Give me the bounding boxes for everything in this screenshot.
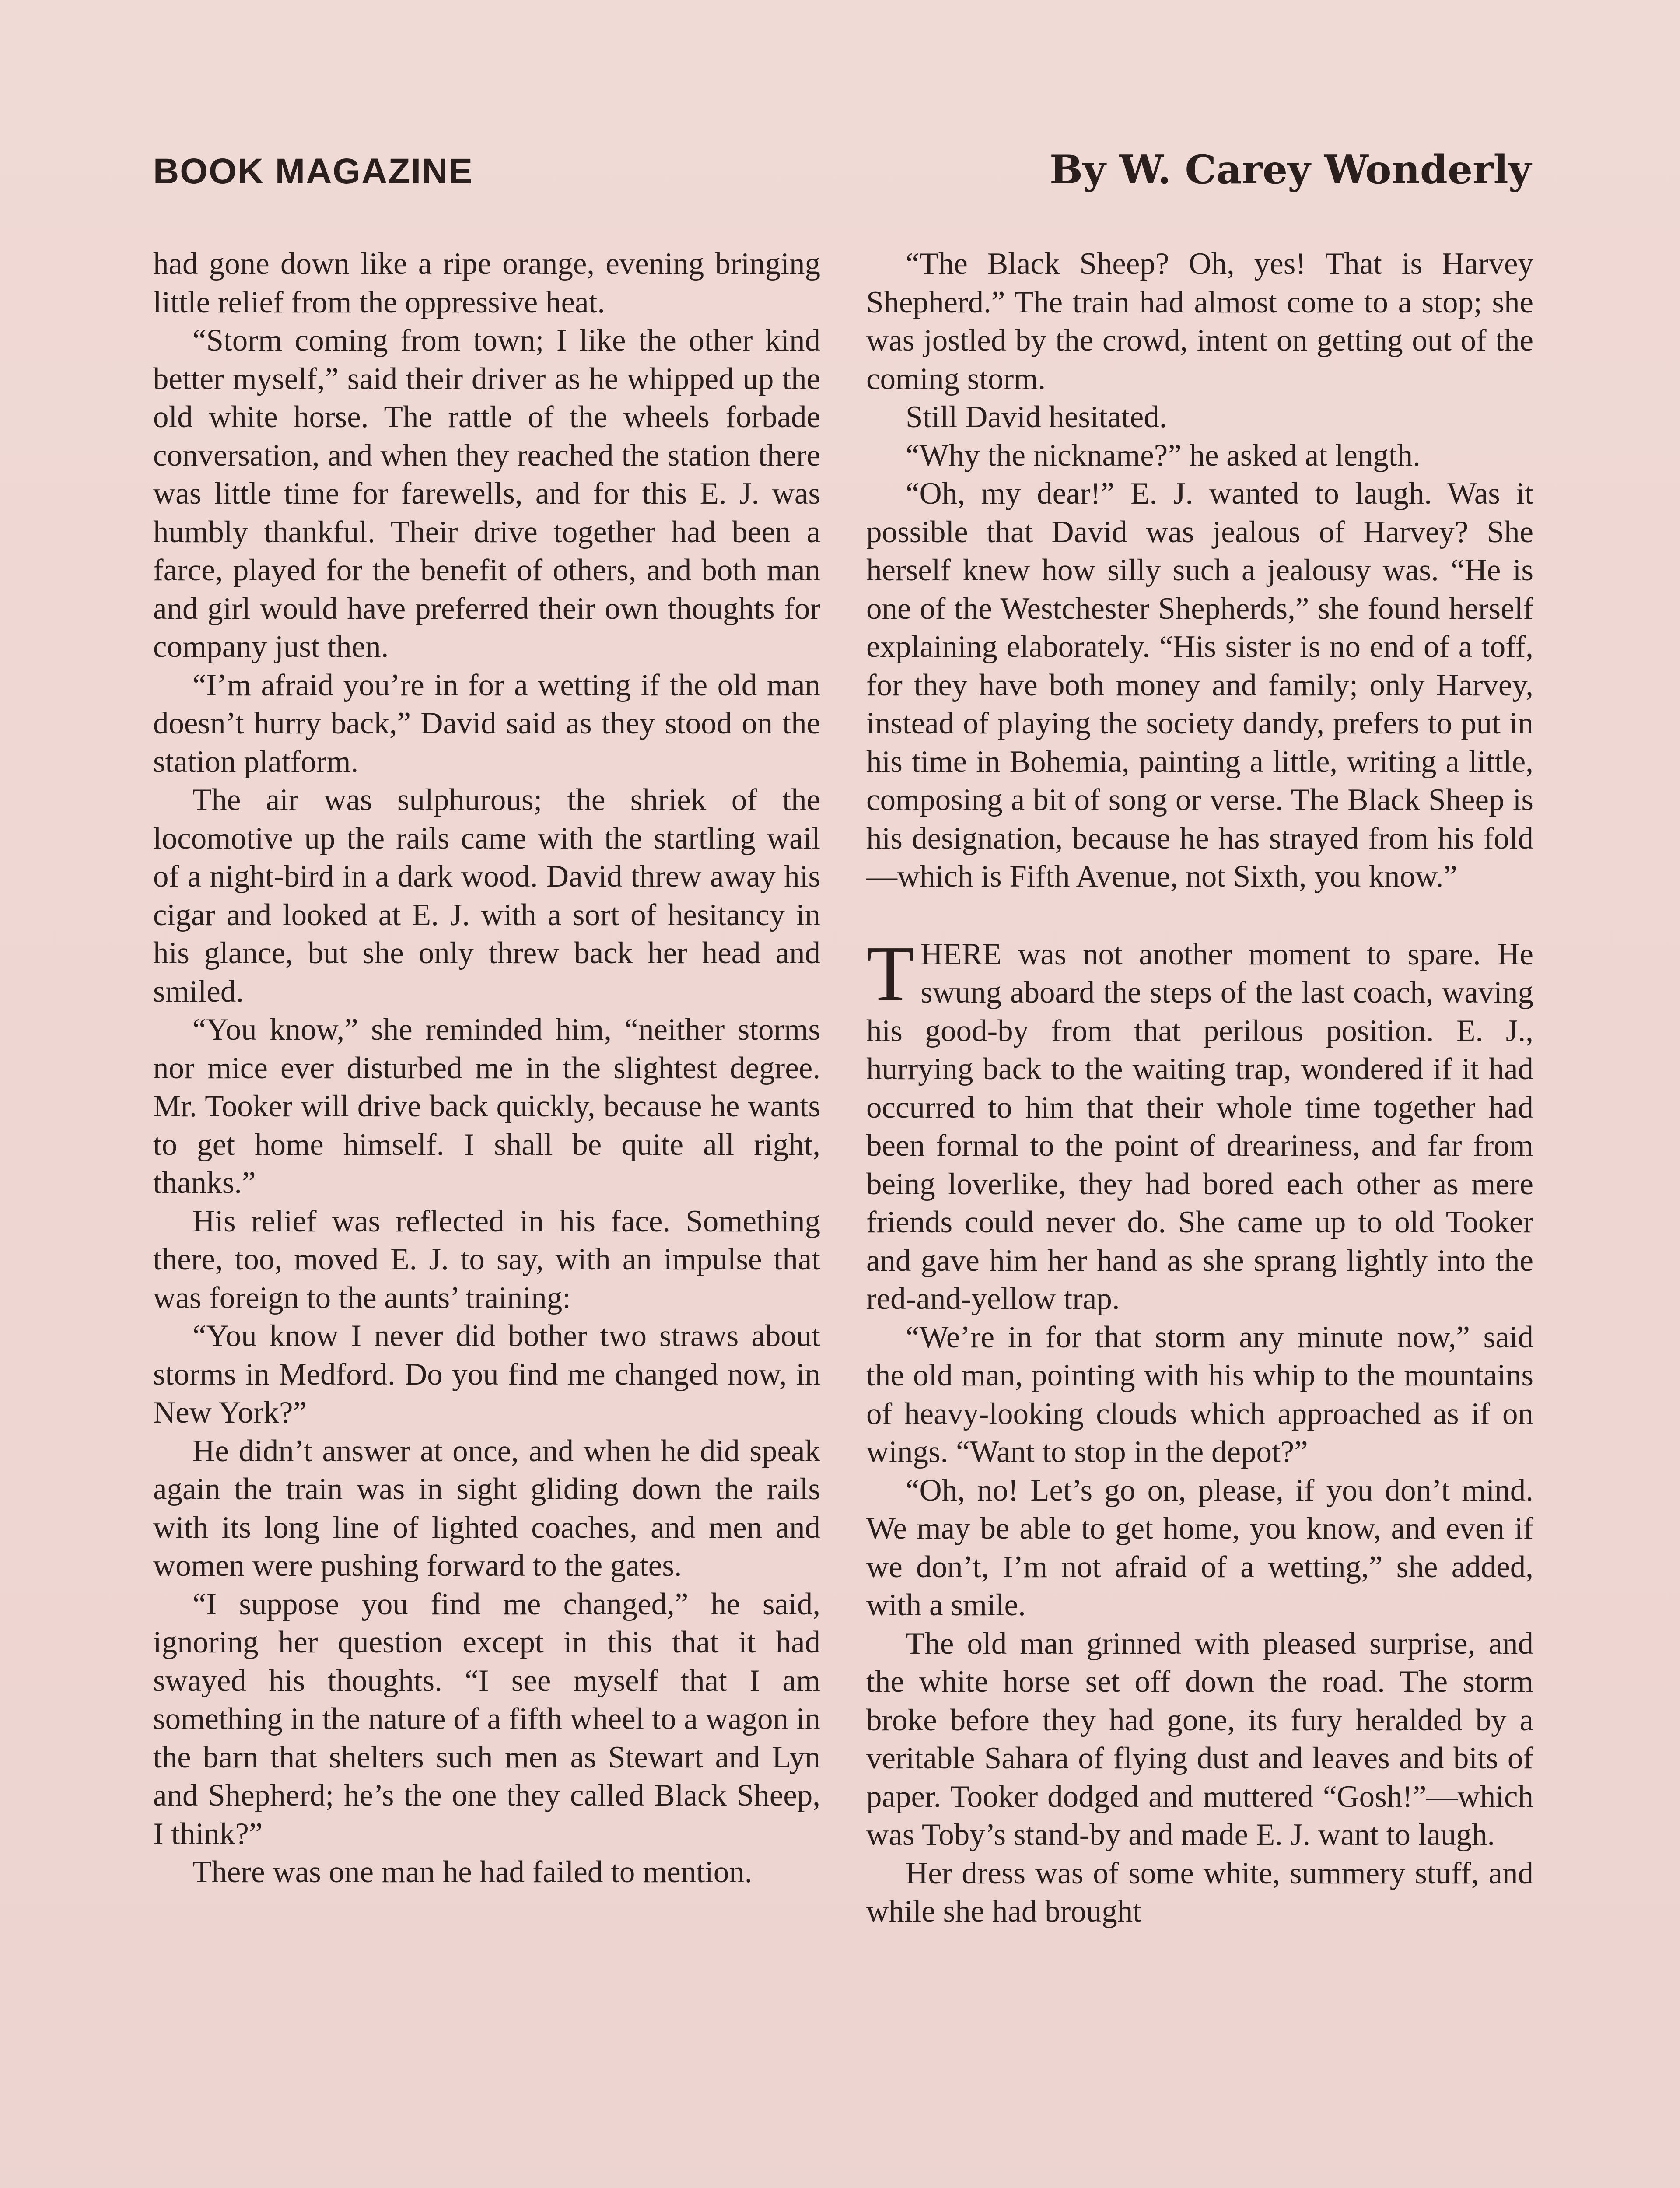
magazine-title: BOOK MAGAZINE — [153, 151, 474, 191]
paragraph: had gone down like a ripe orange, evening bringing little relief from the oppressive heat. — [153, 247, 820, 319]
left-text-column — [153, 245, 820, 1892]
author-byline: By W. Carey Wonderly — [1050, 147, 1531, 193]
paragraph: “You know I never did bother two straws about storms in Medford. Do you find me changed now, in New York?” — [153, 1319, 820, 1430]
paragraph-text: HERE was not another moment to spare. He swung aboard the steps of the last coach, waving his good-by from that perilous position. E. J., hurrying back to the waiting trap, wondered if it had occurred to him that their whole time together had been formal to the point of dreariness, and far from being loverlike, they had bored each other as mere friends could never do. She came up to old Tooker and gave him her hand as she sprang lightly into the red-and-yellow trap. — [866, 937, 1533, 1316]
paragraph: “Why the nickname?” he asked at length. — [906, 438, 1421, 473]
drop-cap: T — [866, 929, 914, 1017]
paragraph: He didn’t answer at once, and when he did speak again the train was in sight gliding down the rails with its long line of lighted coaches, and men and women were pushing forward to the gates. — [153, 1434, 820, 1583]
paragraph: The air was sulphurous; the shriek of the locomotive up the rails came with the startling wail of a night-bird in a dark wood. David threw away his cigar and looked at E. J. with a sort of hesitancy in his glance, but she only threw back her head and smiled. — [153, 783, 820, 1009]
paragraph: The old man grinned with pleased surprise, and the white horse set off down the road. The storm broke before they had gone, its fury heralded by a veritable Sahara of flying dust and leaves and bits of paper. Tooker dodged and muttered “Gosh!”—which was Toby’s stand-by and made E. J. want to laugh. — [866, 1626, 1533, 1852]
paragraph: “Oh, no! Let’s go on, please, if you don’t mind. We may be able to get home, you know, and even if we don’t, I’m not afraid of a wetting,” she added, with a smile. — [866, 1473, 1533, 1622]
paragraph: “Oh, my dear!” E. J. wanted to laugh. Was it possible that David was jealous of Harvey? She herself knew how silly such a jealousy was. “He is one of the Westchester Shepherds,” she found herself explaining elaborately. “His sister is no end of a toff, for they have both money and family; only Harvey, instead of playing the society dandy, prefers to put in his time in Bohemia, painting a little, writing a little, composing a bit of song or verse. The Black Sheep is his designation, because he has strayed from his fold—which is Fifth Avenue, not Sixth, you know.” — [866, 477, 1533, 894]
section-break — [866, 896, 1533, 936]
running-header — [153, 147, 1531, 203]
paragraph: Her dress was of some white, summery stuff, and while she had brought — [866, 1856, 1533, 1929]
paragraph: “Storm coming from town; I like the other kind better myself,” said their driver as he whipped up the old white horse. The rattle of the wheels forbade conversation, and when they reached the station there was little time for farewells, and for this E. J. was humbly thankful. Their drive together had been a farce, played for the benefit of others, and both man and girl would have preferred their own thoughts for company just then. — [153, 323, 820, 664]
paragraph: His relief was reflected in his face. Something there, too, moved E. J. to say, with an impulse that was foreign to the aunts’ training: — [153, 1204, 820, 1315]
paragraph: “I suppose you find me changed,” he said, ignoring her question except in this that it had swayed his thoughts. “I see myself that I am something in the nature of a fifth wheel to a wagon in the barn that shelters such men as Stewart and Lyn and Shepherd; he’s the one they called Black Sheep, I think?” — [153, 1587, 820, 1851]
paragraph: “The Black Sheep? Oh, yes! That is Harvey Shepherd.” The train had almost come to a stop; she was jostled by the crowd, intent on getting out of the coming storm. — [866, 247, 1533, 396]
paragraph: “You know,” she reminded him, “neither storms nor mice ever disturbed me in the slightest degree. Mr. Tooker will drive back quickly, because he wants to get home himself. I shall be quite all right, thanks.” — [153, 1013, 820, 1200]
paragraph: Still David hesitated. — [906, 400, 1167, 434]
paragraph: “I’m afraid you’re in for a wetting if the old man doesn’t hurry back,” David said as they stood on the station platform. — [153, 668, 820, 779]
right-text-column — [866, 245, 1533, 1931]
section-opening-paragraph — [866, 929, 1533, 1318]
paragraph: There was one man he had failed to mention. — [192, 1855, 752, 1889]
paragraph: “We’re in for that storm any minute now,” said the old man, pointing with his whip to the mountains of heavy-looking clouds which approached as if on wings. “Want to stop in the depot?” — [866, 1320, 1533, 1469]
